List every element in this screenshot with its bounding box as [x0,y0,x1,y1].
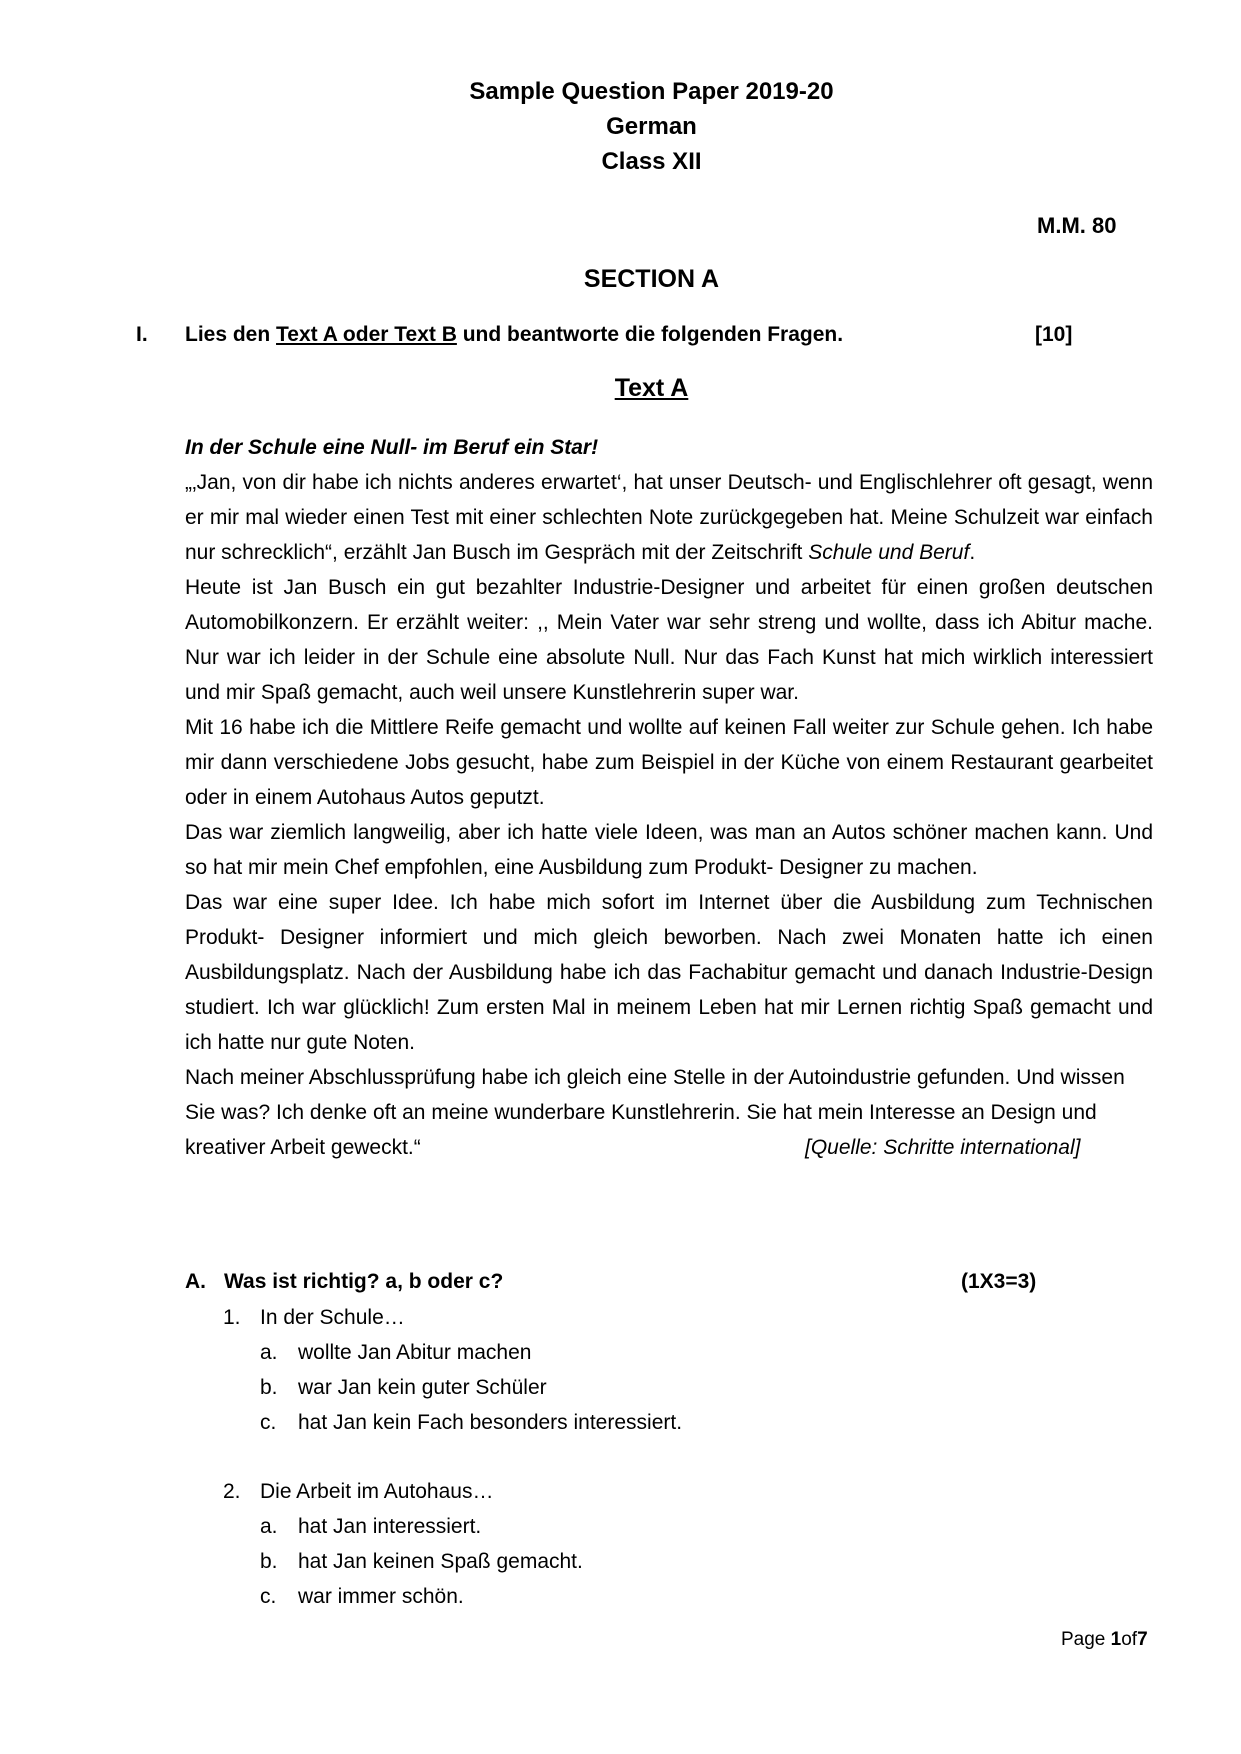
instruction-number: I. [136,323,148,346]
paragraph-1-text: „‚Jan, von dir habe ich nichts anderes erwartet‘, hat unser Deutsch- und Englischlehrer oft gesagt, wenn er mir mal wieder einen Test mit einer schlechten Note zurückgegeben hat. Meine Schulzeit war einfach nur schrecklich“, erzählt Jan Busch im Gespräch mit der Zeitschrift [185,471,1153,564]
option-letter: b. [260,1376,278,1399]
option-text: hat Jan keinen Spaß gemacht. [298,1550,583,1573]
text-a-heading: Text A [614,374,689,402]
page-of: of [1121,1629,1138,1650]
instruction-marks: [10] [1035,323,1073,346]
paper-title: Sample Question Paper 2019-20 [469,78,834,105]
option-text: hat Jan kein Fach besonders interessiert. [298,1411,683,1434]
question-2-option-b [223,1544,583,1579]
question-1-number: 1. [223,1306,241,1329]
page-prefix: Page [1061,1629,1111,1650]
option-letter: c. [260,1585,277,1608]
paragraph-3: Mit 16 habe ich die Mittlere Reife gemacht und wollte auf keinen Fall weiter zur Schule gehen. Ich habe mir dann verschiedene Jobs gesucht, habe zum Beispiel in der Küche von einem Restaurant gearbeitet oder in einem Autohaus Autos geputzt. [185,716,1153,809]
page-total: 7 [1137,1629,1148,1650]
question-1-option-a [223,1335,682,1370]
paragraph-2: Heute ist Jan Busch ein gut bezahlter Industrie-Designer und arbeitet für einen großen deutschen Automobilkonzern. Er erzählt weiter: ,, Mein Vater war sehr streng und wollte, dass ich Abitur mache. Nur war ich leider in der Schule eine absolute Null. Nur das Fach Kunst hat mich wirklich interessiert und mir Spaß gemacht, auch weil unsere Kunstlehrerin super war. [185,576,1153,704]
max-marks: M.M. 80 [1037,213,1117,238]
page-number [1061,1629,1148,1651]
question-1-stem [223,1300,682,1335]
question-2 [223,1474,583,1614]
paragraph-6-text: Nach meiner Abschlussprüfung habe ich gleich eine Stelle in der Autoindustrie gefunden. Und wissen Sie was? Ich denke oft an meine wunderbare Kunstlehrerin. Sie hat mein Interesse an Design und kreativer Arbeit geweckt.“ [185,1066,1125,1159]
option-letter: a. [260,1515,278,1538]
instruction-text-underlined: Text A oder Text B [276,323,457,346]
question-a-marks: (1X3=3) [961,1270,1037,1293]
option-text: wollte Jan Abitur machen [298,1341,532,1364]
question-1 [223,1300,682,1440]
question-2-stem [223,1474,583,1509]
question-2-option-c [223,1579,583,1614]
magazine-name: Schule und Beruf [808,541,970,564]
question-a-label: A. [185,1270,206,1293]
question-2-number: 2. [223,1480,241,1503]
paragraph-6 [185,1060,1153,1165]
section-title: SECTION A [583,265,720,293]
question-1-text: In der Schule… [260,1306,405,1329]
option-letter: c. [260,1411,277,1434]
question-2-text: Die Arbeit im Autohaus… [260,1480,494,1503]
paragraph-1-end: . [969,541,976,564]
question-a-text: Was ist richtig? a, b oder c? [224,1270,504,1293]
option-text: war immer schön. [298,1585,464,1608]
instruction-text-after: und beantworte die folgenden Fragen. [456,323,844,346]
reading-title: In der Schule eine Null- im Beruf ein Star! [185,436,599,459]
paragraph-4: Das war ziemlich langweilig, aber ich hatte viele Ideen, was man an Autos schöner machen kann. Und so hat mir mein Chef empfohlen, eine Ausbildung zum Produkt- Designer zu machen. [185,821,1153,879]
option-letter: b. [260,1550,278,1573]
option-letter: a. [260,1341,278,1364]
question-1-option-b [223,1370,682,1405]
option-text: war Jan kein guter Schüler [298,1376,547,1399]
instruction-text-before: Lies den [185,323,277,346]
option-text: hat Jan interessiert. [298,1515,482,1538]
paper-subject: German [606,113,697,140]
reading-passage [185,430,1153,1165]
paragraph-1 [185,465,1153,570]
paragraph-5: Das war eine super Idee. Ich habe mich sofort im Internet über die Ausbildung zum Technischen Produkt- Designer informiert und mich gleich beworben. Nach zwei Monaten hatte ich einen Ausbildungsplatz. Nach der Ausbildung habe ich das Fachabitur gemacht und danach Industrie-Design studiert. Ich war glücklich! Zum ersten Mal in meinem Leben hat mir Lernen richtig Spaß gemacht und ich hatte nur gute Noten. [185,891,1153,1054]
instruction-text [185,323,843,347]
question-1-option-c [223,1405,682,1440]
page-current: 1 [1110,1629,1122,1650]
source-citation: [Quelle: Schritte international] [805,1136,1081,1159]
paper-class: Class XII [601,148,702,175]
question-2-option-a [223,1509,583,1544]
paper-header [0,74,1241,179]
